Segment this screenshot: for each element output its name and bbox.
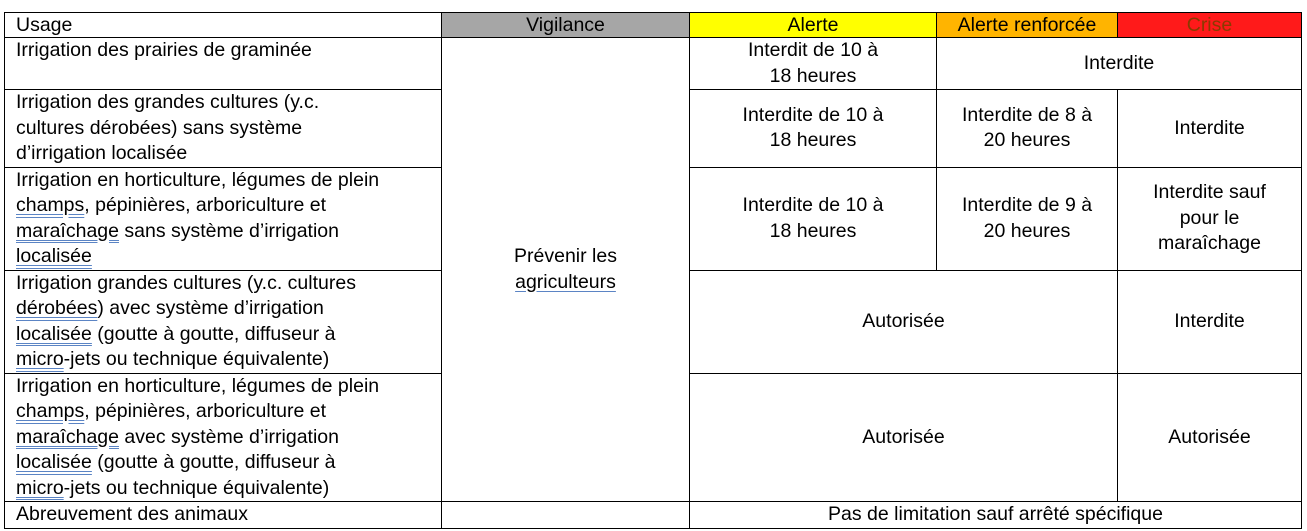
usage-cell: Abreuvement des animaux <box>5 502 442 529</box>
restrictions-table <box>4 12 1302 529</box>
alerte-renforcee-cell: Interdite de 9 à 20 heures <box>937 167 1118 270</box>
alerte-cell: Interdit de 10 à 18 heures <box>690 38 937 90</box>
header-row <box>5 13 1302 38</box>
renforcee-crise-cell: Interdite <box>937 38 1302 90</box>
header-vigilance: Vigilance <box>442 13 690 38</box>
usage-cell: Irrigation des prairies de graminée <box>5 38 442 90</box>
alerte-cell: Interdite de 10 à 18 heures <box>690 167 937 270</box>
usage-cell: Irrigation en horticulture, légumes de plein champs, pépinières, arboriculture et maraîchage sans système d’irrigation localisée <box>5 167 442 270</box>
header-crise: Crise <box>1118 13 1302 38</box>
header-alerte: Alerte <box>690 13 937 38</box>
usage-cell: Irrigation en horticulture, légumes de plein champs, pépinières, arboriculture et maraîchage avec système d’irrigation localisée (goutte à goutte, diffuseur à micro-jets ou technique équivalente) <box>5 373 442 502</box>
alerte-crise-cell: Pas de limitation sauf arrêté spécifique <box>690 502 1302 529</box>
crise-cell: Interdite <box>1118 270 1302 373</box>
header-alerte-renforcee: Alerte renforcée <box>937 13 1118 38</box>
table-row <box>5 502 1302 529</box>
crise-cell: Interdite <box>1118 90 1302 168</box>
usage-cell: Irrigation des grandes cultures (y.c. cultures dérobées) sans système d’irrigation localisée <box>5 90 442 168</box>
crise-cell: Autorisée <box>1118 373 1302 502</box>
crise-cell: Interdite sauf pour le maraîchage <box>1118 167 1302 270</box>
alerte-cell: Interdite de 10 à 18 heures <box>690 90 937 168</box>
table-row <box>5 38 1302 90</box>
vigilance-empty-cell <box>442 502 690 529</box>
vigilance-cell: Prévenir les agriculteurs <box>442 38 690 502</box>
alerte-renforcee-cell: Autorisée <box>690 373 1118 502</box>
alerte-renforcee-cell: Autorisée <box>690 270 1118 373</box>
header-usage: Usage <box>5 13 442 38</box>
alerte-renforcee-cell: Interdite de 8 à 20 heures <box>937 90 1118 168</box>
usage-cell: Irrigation grandes cultures (y.c. cultures dérobées) avec système d’irrigation localisée (goutte à goutte, diffuseur à micro-jets ou technique équivalente) <box>5 270 442 373</box>
